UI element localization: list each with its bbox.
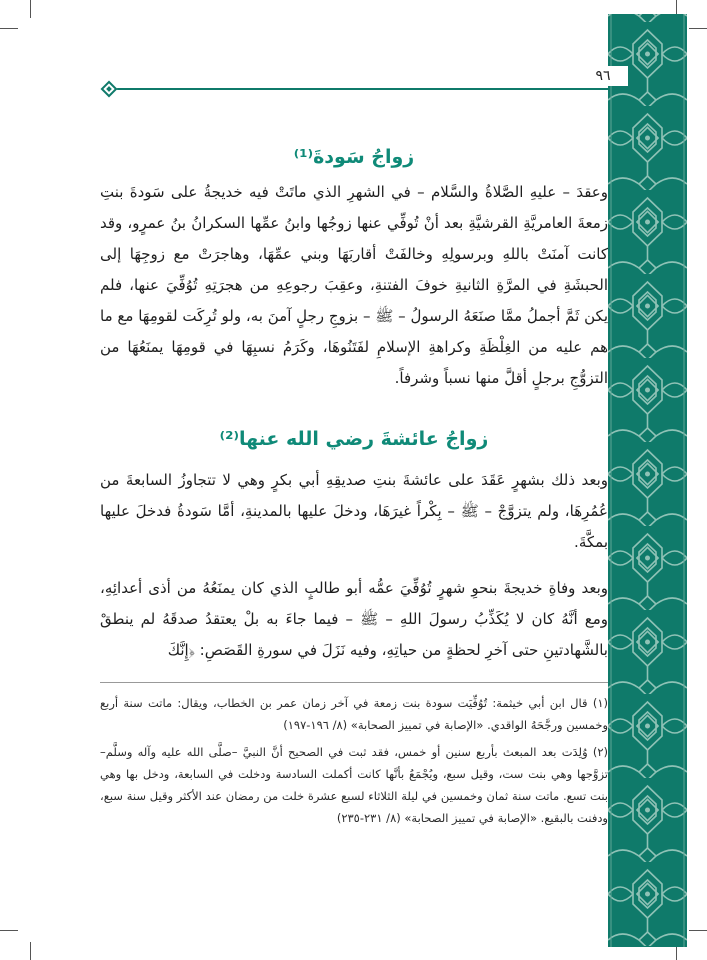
crop-mark bbox=[30, 0, 31, 18]
crop-mark bbox=[689, 28, 707, 29]
crop-mark bbox=[30, 942, 31, 960]
crop-mark bbox=[0, 930, 18, 931]
page-number: ٩٦ bbox=[578, 66, 628, 86]
decorative-side-band bbox=[608, 14, 687, 947]
body-paragraph: وبعد وفاةِ خديجةَ بنحوِ شهرٍ تُوُفِّيَ عمُّه أبو طالبٍ الذي كان يمنَعُهُ من أذى أعدائِهِ، ومع أنَّهُ كان لا يُكَذِّبُ رسولَ اللهِ – ﷺ – فيما جاءَ به بلْ يعتقدُ صدقَهُ لم ينطقْ بالشَّهادتينِ حتى آخرِ لحظةٍ من حياتِهِ، وفيه نَزَلَ في سورةِ القَصَصِ: ﴿إِنَّكَ bbox=[100, 579, 608, 659]
arabesque-pattern bbox=[608, 14, 687, 947]
body-paragraph: وعقدَ – عليهِ الصَّلاةُ والسَّلام – في الشهرِ الذي ماتَتْ فيه خديجةُ على سَودةَ بنتِ زمعةَ العامريَّةِ القرشيَّةِ بعد أنْ تُوفِّي عنها زوجُها وابنُ عمِّها السكرانُ بنُ عمرٍو، وقد كانت آمنَتْ باللهِ وبرسولِهِ وخالفَتْ أقاربَهَا وبني عمِّهَا، وهاجرَتْ مع زوجِهَا إلى الحبشَةِ في المرَّةِ الثانيةِ خوفَ الفتنةِ، وعقِبَ رجوعِهِ من هجرَتِهِ تُوُفِّيَ عنها، فلم يكن ثَمَّ أجملُ ممَّا صنَعَهُ الرسولُ – ﷺ – بزوجِ رجلٍ آمنَ به، ولو تُرِكَت لقومِهَا مع ما هم عليه من الغِلْظَةِ وكراهةِ الإسلامِ لفَتَنُوهَا، وكَرَمُ نسبِهَا في قومِهَا يمنَعُهَا من التزوُّجِ برجلٍ أقلَّ منها نسباً وشرفاً. bbox=[100, 183, 608, 387]
header-rule bbox=[108, 88, 608, 90]
section-heading: زواجُ عائشةَ رضي الله عنها⁽²⁾ bbox=[219, 428, 489, 450]
footnote: (٢) وُلِدَت بعد المبعث بأربع سنين أو خمس، فقد ثبت في الصحيح أنَّ النبيَّ –صلَّى الله عليه وآله وسلَّم– تزوَّجها وهي بنت ست، وقيل سبع، ويُجْمَعُ بأنَّها كانت أكملت السادسة ودخلت في السابعة، ودخل بها وهي بنت تسع. ماتت سنة ثمان وخمسين في ليلة الثلاثاء لسبع عشرة خلت من رمضان عند الأكثر وقيل سنة سبع، ودفنت بالبقيع. «الإصابة في تمييز الصحابة» (٨/ ٢٣١-٢٣٥) bbox=[100, 745, 608, 825]
crop-mark bbox=[0, 28, 18, 29]
crop-mark bbox=[689, 930, 707, 931]
section-heading: زواجُ سَودةَ⁽¹⁾ bbox=[293, 146, 415, 168]
footnote-separator bbox=[100, 682, 608, 683]
header-ornament bbox=[101, 81, 118, 98]
body-paragraph: وبعد ذلك بشهرٍ عَقَدَ على عائشةَ بنتِ صديقِهِ أبي بكرٍ وهي لا تتجاوزُ السابعةَ من عُمُرِهَا، ولم يتزوَّجْ – ﷺ – بِكْراً غيرَهَا، ودخلَ عليها بالمدينةِ، أمَّا سَودةُ فدخلَ عليها بمكَّةَ. bbox=[100, 471, 608, 551]
footnote: (١) قال ابن أبي خيثمة: تُوُفِّيَت سودة بنت زمعة في آخر زمان عمر بن الخطاب، ويقال: ماتت سنة أربع وخمسين ورجَّحَهُ الواقدي. «الإصابة في تمييز الصحابة» (٨/ ١٩٦-١٩٧) bbox=[100, 696, 608, 732]
